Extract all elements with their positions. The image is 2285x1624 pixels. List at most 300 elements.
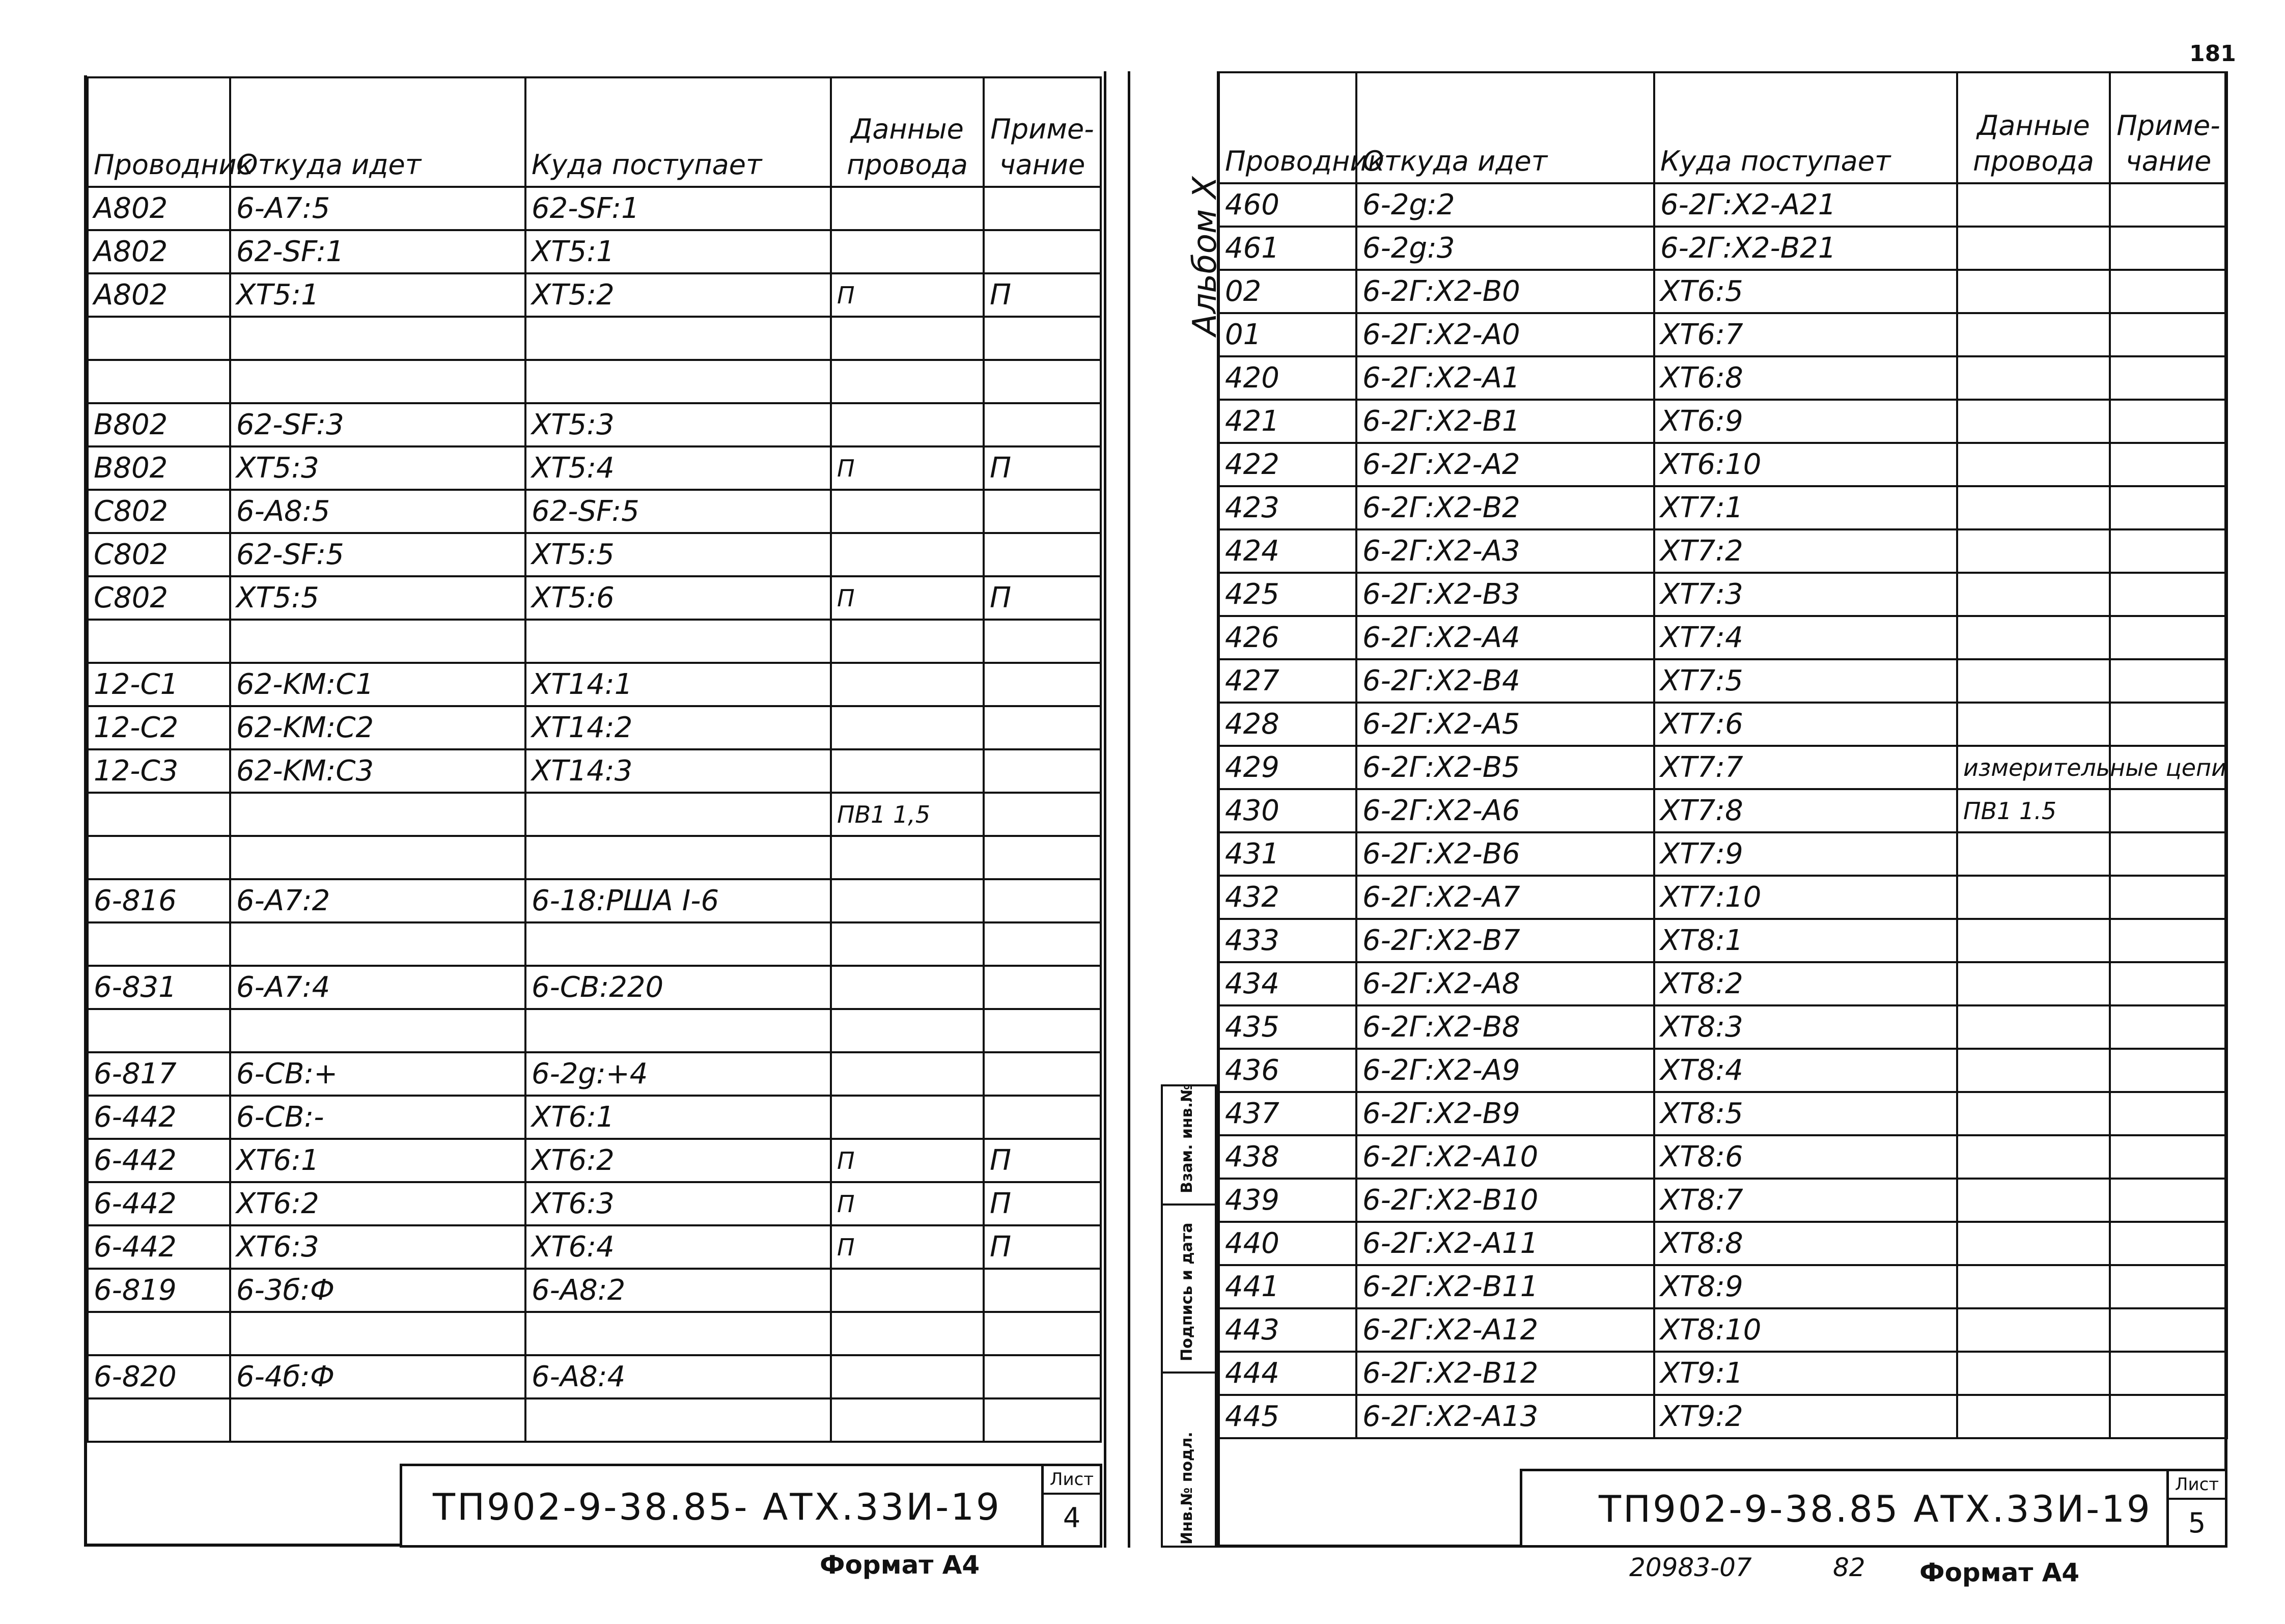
cell-wire-data [1957,1308,2110,1352]
cell-conductor: 426 [1219,616,1356,659]
cell-conductor: 441 [1219,1265,1356,1308]
cell-to: XT7:10 [1654,876,1957,919]
cell-to: 6-CB:220 [525,966,831,1009]
cell-conductor: 424 [1219,529,1356,573]
cell-note [984,663,1101,706]
cell-conductor: 438 [1219,1135,1356,1179]
right-format-label: Формат А4 [1919,1558,2080,1587]
cell-wire-data [1957,703,2110,746]
cell-wire-data [1957,1092,2110,1135]
cell-from: 6-2Г:X2-B4 [1356,659,1654,703]
table-row [1219,486,2227,529]
cell-wire-data: П [831,273,984,317]
cell-conductor [88,360,230,403]
cell-from: 6-2Г:X2-A3 [1356,529,1654,573]
cell-to: XT7:2 [1654,529,1957,573]
left-sheet-box [1041,1466,1100,1545]
cell-wire-data [1957,1005,2110,1049]
cell-note [984,1312,1101,1355]
cell-to: XT6:3 [525,1182,831,1225]
cell-wire-data [831,1096,984,1139]
cell-note [2110,1265,2227,1308]
cell-note [984,879,1101,922]
cell-note [984,1096,1101,1139]
table-row [1219,227,2227,270]
cell-to: 62-SF:1 [525,187,831,230]
table-row [1219,270,2227,313]
cell-to: XT5:2 [525,273,831,317]
table-row [88,1312,1101,1355]
cell-wire-data [831,317,984,360]
cell-from: 6-CB:+ [230,1052,525,1096]
album-label: Альбом X [1186,176,1224,336]
cell-to: XT8:3 [1654,1005,1957,1049]
cell-to: 6-2Г:X2-A21 [1654,183,1957,227]
header-to: Куда поступает [1654,72,1957,183]
cell-to: 6-2Г:X2-B21 [1654,227,1957,270]
cell-wire-data [1957,616,2110,659]
cell-wire-data: П [831,576,984,620]
side-label-inv: Инв.№ подл. [1178,1432,1196,1545]
cell-conductor: 428 [1219,703,1356,746]
cell-from: 6-2Г:X2-B7 [1356,919,1654,962]
cell-from: 6-2Г:X2-A1 [1356,356,1654,400]
cell-note [984,1355,1101,1398]
cell-conductor: 422 [1219,443,1356,486]
cell-conductor [88,1312,230,1355]
cell-note [2110,486,2227,529]
cell-note [2110,962,2227,1005]
cell-from: 6-2Г:X2-B6 [1356,832,1654,876]
cell-note [2110,659,2227,703]
cell-conductor: 432 [1219,876,1356,919]
cell-wire-data [1957,832,2110,876]
cell-wire-data [1957,443,2110,486]
cell-to [525,836,831,879]
table-row [88,749,1101,793]
cell-to: XT9:1 [1654,1352,1957,1395]
cell-to: XT5:1 [525,230,831,273]
table-row [1219,616,2227,659]
cell-to: XT5:5 [525,533,831,576]
cell-to: XT8:2 [1654,962,1957,1005]
cell-conductor [88,793,230,836]
cell-from: 6-2Г:X2-A12 [1356,1308,1654,1352]
cell-conductor: 6-831 [88,966,230,1009]
cell-note [2110,616,2227,659]
cell-wire-data [1957,1222,2110,1265]
table-row [1219,1222,2227,1265]
cell-from: 62-SF:5 [230,533,525,576]
cell-note [984,490,1101,533]
cell-wire-data [831,620,984,663]
cell-wire-data [831,836,984,879]
cell-to: XT5:3 [525,403,831,446]
cell-to: XT7:9 [1654,832,1957,876]
cell-from: 6-2Г:X2-A5 [1356,703,1654,746]
left-document-code: ТП902-9-38.85- АТХ.33И-19 [433,1486,1001,1528]
table-row [1219,962,2227,1005]
cell-from: 62-KM:C2 [230,706,525,749]
table-row [1219,1179,2227,1222]
table-row [88,490,1101,533]
table-row [88,1009,1101,1052]
cell-wire-data [1957,270,2110,313]
cell-to: XT6:4 [525,1225,831,1269]
table-row [1219,919,2227,962]
cell-conductor: 6-442 [88,1139,230,1182]
cell-conductor: 461 [1219,227,1356,270]
cell-to [525,793,831,836]
cell-conductor: B802 [88,446,230,490]
cell-note [984,317,1101,360]
cell-wire-data [831,403,984,446]
cell-to: XT7:8 [1654,789,1957,832]
cell-wire-data: П [831,1139,984,1182]
table-row [88,576,1101,620]
cell-wire-data [1957,659,2110,703]
cell-from: XT5:3 [230,446,525,490]
cell-note [984,706,1101,749]
cell-from [230,360,525,403]
cell-from [230,922,525,966]
cell-conductor: 6-817 [88,1052,230,1096]
cell-to: XT5:4 [525,446,831,490]
table-row [88,1398,1101,1442]
cell-conductor: 430 [1219,789,1356,832]
table-row [1219,1092,2227,1135]
cell-to [525,317,831,360]
cell-note [984,230,1101,273]
cell-wire-data: П [831,1182,984,1225]
cell-note [2110,789,2227,832]
cell-to: XT7:3 [1654,573,1957,616]
cell-note [2110,443,2227,486]
table-row [88,1225,1101,1269]
cell-conductor: 439 [1219,1179,1356,1222]
cell-conductor: 02 [1219,270,1356,313]
cell-from: 6-2Г:X2-B10 [1356,1179,1654,1222]
table-row [88,793,1101,836]
cell-note [2110,573,2227,616]
cell-note [2110,1179,2227,1222]
cell-note [2110,832,2227,876]
cell-note: П [984,1182,1101,1225]
table-row [88,836,1101,879]
cell-wire-data [1957,573,2110,616]
cell-note [2110,183,2227,227]
table-row [1219,573,2227,616]
cell-note [984,403,1101,446]
cell-wire-data [1957,529,2110,573]
cell-conductor: A802 [88,187,230,230]
cell-wire-data [1957,1049,2110,1092]
cell-from [230,1312,525,1355]
cell-to: XT6:9 [1654,400,1957,443]
cell-conductor: 6-442 [88,1225,230,1269]
table-row [1219,183,2227,227]
cell-from [230,836,525,879]
cell-note [984,1009,1101,1052]
header-wire-data: Данные провода [1957,72,2110,183]
archive-number: 20983-07 [1629,1553,1752,1582]
cell-note [2110,270,2227,313]
cell-note [2110,1092,2227,1135]
sheet-divider-2 [1128,71,1135,1548]
cell-conductor: C802 [88,533,230,576]
cell-from: 6-2Г:X2-A0 [1356,313,1654,356]
cell-to: XT6:7 [1654,313,1957,356]
cell-from: 6-2Г:X2-B11 [1356,1265,1654,1308]
cell-to: XT8:6 [1654,1135,1957,1179]
table-row [1219,1352,2227,1395]
cell-wire-data [831,966,984,1009]
cell-to: 6-18:РША I-6 [525,879,831,922]
cell-conductor: 444 [1219,1352,1356,1395]
sheet-divider [1104,71,1111,1548]
cell-conductor [88,1398,230,1442]
cell-conductor: 6-442 [88,1096,230,1139]
left-sheet-label: Лист [1044,1466,1100,1495]
cell-to: XT6:5 [1654,270,1957,313]
cell-from: 6-2Г:X2-A13 [1356,1395,1654,1438]
header-wire-data: Данные провода [831,77,984,187]
cell-wire-data [831,1009,984,1052]
header-to: Куда поступает [525,77,831,187]
cell-from: 6-2Г:X2-B2 [1356,486,1654,529]
cell-note [984,533,1101,576]
cell-to: XT9:2 [1654,1395,1957,1438]
archive-page: 82 [1833,1553,1865,1582]
cell-to: XT7:7 [1654,746,1957,789]
cell-to: XT5:6 [525,576,831,620]
cell-conductor: 12-C2 [88,706,230,749]
table-row [1219,703,2227,746]
cell-from: 6-2g:2 [1356,183,1654,227]
table-row [1219,356,2227,400]
cell-from: 62-KM:C3 [230,749,525,793]
cell-conductor: 6-816 [88,879,230,922]
cell-conductor: 01 [1219,313,1356,356]
left-sheet-number: 4 [1063,1502,1081,1534]
table-row [1219,659,2227,703]
cell-wire-data [1957,919,2110,962]
cell-from: 6-2Г:X2-A2 [1356,443,1654,486]
cell-from: 6-2Г:X2-B9 [1356,1092,1654,1135]
corner-page-number: 181 [2189,41,2236,67]
cell-from: 6-2Г:X2-B1 [1356,400,1654,443]
cell-to: XT7:4 [1654,616,1957,659]
table-row [88,620,1101,663]
header-note: Приме-чание [984,77,1101,187]
cell-note [2110,1395,2227,1438]
cell-wire-data [831,663,984,706]
right-wire-table [1218,71,2228,1439]
cell-note [984,793,1101,836]
table-row [88,273,1101,317]
cell-conductor: 440 [1219,1222,1356,1265]
cell-wire-data: П [831,1225,984,1269]
cell-wire-data [1957,1135,2110,1179]
cell-conductor: 427 [1219,659,1356,703]
cell-note [984,749,1101,793]
table-row [1219,789,2227,832]
table-row [88,360,1101,403]
cell-note [2110,1352,2227,1395]
cell-conductor [88,922,230,966]
cell-note [2110,1135,2227,1179]
cell-from: 6-3б:Ф [230,1269,525,1312]
cell-conductor: 443 [1219,1308,1356,1352]
cell-from: XT6:2 [230,1182,525,1225]
cell-from: 62-SF:1 [230,230,525,273]
cell-wire-data [831,1052,984,1096]
cell-wire-data [1957,1179,2110,1222]
right-sheet-box [2166,1471,2225,1545]
cell-wire-data [831,1398,984,1442]
cell-wire-data [831,922,984,966]
cell-note [984,836,1101,879]
cell-from: 6-CB:- [230,1096,525,1139]
cell-note [2110,1222,2227,1265]
table-row [1219,746,2227,789]
cell-wire-data [831,187,984,230]
table-row [1219,1395,2227,1438]
side-signature-strip [1161,1084,1217,1548]
header-conductor: Проводник [1219,72,1356,183]
cell-to: 6-A8:2 [525,1269,831,1312]
cell-wire-data [1957,227,2110,270]
cell-conductor: C802 [88,490,230,533]
cell-from: XT6:3 [230,1225,525,1269]
table-row [88,966,1101,1009]
cell-to [525,1398,831,1442]
cell-conductor: 425 [1219,573,1356,616]
cell-to: XT6:8 [1654,356,1957,400]
cell-from: XT6:1 [230,1139,525,1182]
right-sheet-number: 5 [2188,1507,2206,1539]
cell-conductor: 437 [1219,1092,1356,1135]
cell-conductor: 6-442 [88,1182,230,1225]
cell-note [2110,1005,2227,1049]
cell-note [2110,529,2227,573]
cell-conductor: A802 [88,273,230,317]
cell-conductor: 436 [1219,1049,1356,1092]
cell-wire-data [831,360,984,403]
cell-note [2110,703,2227,746]
table-row [88,1096,1101,1139]
cell-conductor [88,1009,230,1052]
header-conductor: Проводник [88,77,230,187]
cell-conductor: 12-C1 [88,663,230,706]
cell-from: 6-2Г:X2-B0 [1356,270,1654,313]
cell-conductor [88,836,230,879]
cell-wire-data [1957,962,2110,1005]
header-from: Откуда идет [230,77,525,187]
cell-wire-data [831,1269,984,1312]
table-row [88,879,1101,922]
cell-to: XT8:5 [1654,1092,1957,1135]
header-note: Приме-чание [2110,72,2227,183]
cell-to: XT8:7 [1654,1179,1957,1222]
table-row [88,187,1101,230]
cell-from: 6-2Г:X2-B8 [1356,1005,1654,1049]
cell-wire-data [1957,183,2110,227]
table-row [1219,400,2227,443]
side-label-replace: Взам. инв.№ [1178,1083,1196,1193]
cell-wire-data [1957,486,2110,529]
cell-conductor: 435 [1219,1005,1356,1049]
cell-to: XT8:1 [1654,919,1957,962]
side-label-signature: Подпись и дата [1178,1222,1196,1361]
cell-conductor: 445 [1219,1395,1356,1438]
cell-from: 6-2Г:X2-A10 [1356,1135,1654,1179]
cell-from [230,793,525,836]
cell-note: П [984,1139,1101,1182]
table-row [88,230,1101,273]
cell-conductor: 423 [1219,486,1356,529]
cell-wire-data [831,490,984,533]
table-row [1219,1265,2227,1308]
cell-from: 6-2Г:X2-A8 [1356,962,1654,1005]
cell-to: XT8:9 [1654,1265,1957,1308]
cell-wire-data [831,706,984,749]
cell-from: 6-2Г:X2-B3 [1356,573,1654,616]
table-row [88,533,1101,576]
cell-from: XT5:5 [230,576,525,620]
cell-wire-data [831,230,984,273]
cell-note [984,187,1101,230]
cell-to: XT14:2 [525,706,831,749]
cell-from [230,620,525,663]
table-row [88,317,1101,360]
cell-wire-data [1957,1265,2110,1308]
cell-note [2110,1308,2227,1352]
cell-wire-data [1957,313,2110,356]
cell-to: XT7:6 [1654,703,1957,746]
header-from: Откуда идет [1356,72,1654,183]
cell-wire-data [1957,400,2110,443]
cell-wire-data [831,1355,984,1398]
table-row [88,706,1101,749]
cell-from [230,317,525,360]
cell-wire-data [1957,1352,2110,1395]
cell-note [2110,876,2227,919]
table-row [88,1052,1101,1096]
cell-wire-data [1957,876,2110,919]
cell-wire-data [831,749,984,793]
cell-from: 6-2Г:X2-A9 [1356,1049,1654,1092]
cell-wire-data [831,879,984,922]
cell-from: 6-A7:4 [230,966,525,1009]
right-document-code: ТП902-9-38.85 АТХ.33И-19 [1599,1488,2152,1530]
cell-wire-data [1957,356,2110,400]
cell-from: 6-A7:2 [230,879,525,922]
cell-conductor: 421 [1219,400,1356,443]
cell-note [984,1269,1101,1312]
cell-conductor: 434 [1219,962,1356,1005]
cell-note [984,966,1101,1009]
cell-from [230,1009,525,1052]
cell-to [525,360,831,403]
table-row [1219,1005,2227,1049]
table-row [1219,443,2227,486]
cell-wire-data [831,533,984,576]
cell-note [984,620,1101,663]
table-row [88,1139,1101,1182]
table-row [88,1355,1101,1398]
cell-to: XT8:4 [1654,1049,1957,1092]
